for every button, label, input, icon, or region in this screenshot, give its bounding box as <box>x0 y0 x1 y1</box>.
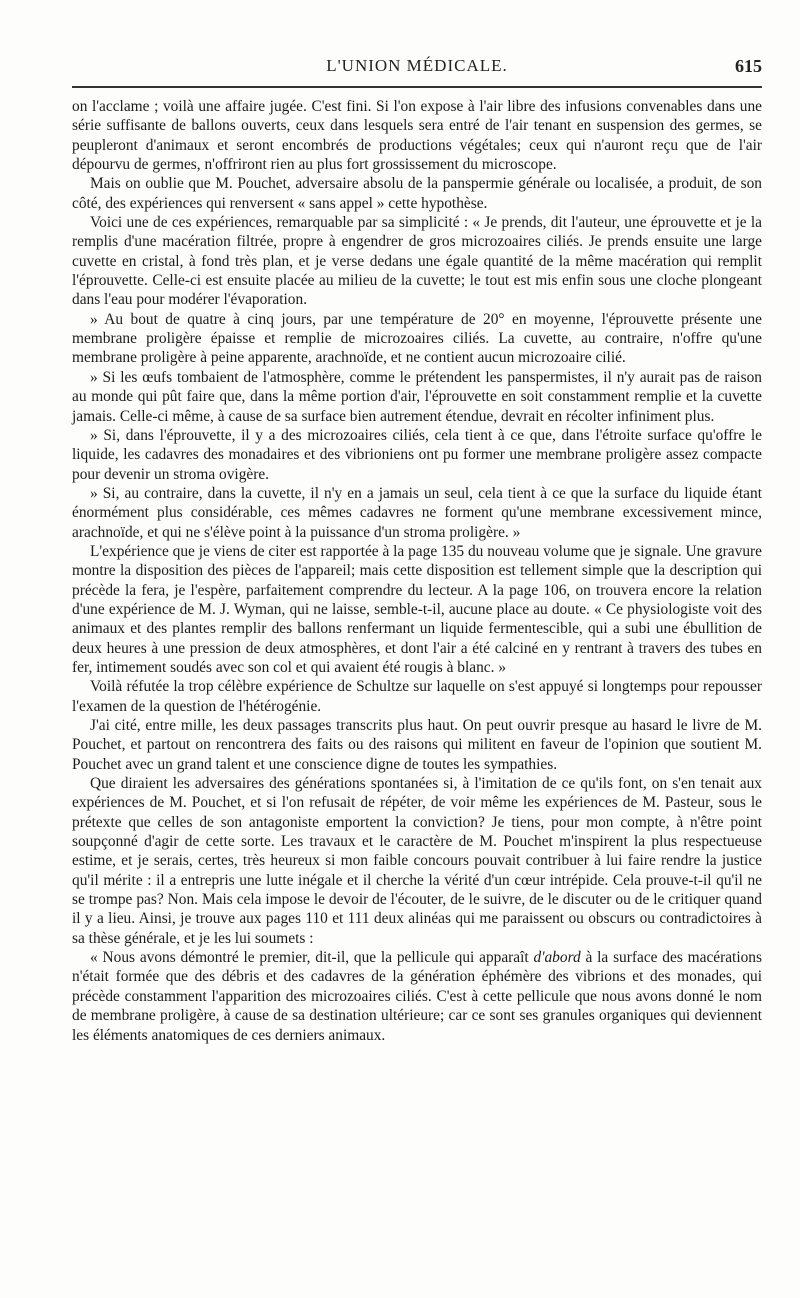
page-number: 615 <box>735 56 762 76</box>
paragraph: J'ai cité, entre mille, les deux passages transcrits plus haut. On peut ouvrir presque au hasard le livre de M. Pouchet, et partout on rencontrera des faits ou des raisons qui militent en faveur de l'opinion que soutient M. Pouchet avec un grand talent et une conscience digne de toutes les sympathies. <box>72 717 762 773</box>
page-header <box>72 52 762 82</box>
header-rule <box>72 86 762 88</box>
paragraph: Voici une de ces expériences, remarquable par sa simplicité : « Je prends, dit l'auteur, une éprouvette et je la remplis d'une macération filtrée, propre à engendrer de gros microzoaires ciliés. Je prends ensuite une large cuvette en cristal, à fond très plan, et je verse dedans une égale quantité de la même macération qui remplit l'éprouvette. Celle-ci est ensuite placée au milieu de la cuvette; le tout est mis enfin sous une cloche plongeant dans l'eau pour modérer l'évaporation. <box>72 214 762 309</box>
paragraph: » Au bout de quatre à cinq jours, par une température de 20° en moyenne, l'éprouvette présente une membrane proligère épaisse et remplie de microzoaires ciliés. La cuvette, au contraire, n'offre qu'une membrane proligère à peine apparente, arachnoïde, et ne contient aucun microzoaire cilié. <box>72 310 762 367</box>
paragraph: » Si les œufs tombaient de l'atmosphère, comme le prétendent les panspermistes, il n'y aurait pas de raison au monde qui pût faire que, dans la même portion d'air, l'éprouvette en soit constamment remplie et la cuvette jamais. Celle-ci même, à cause de sa surface bien autrement étendue, devrait en récolter infiniment plus. <box>72 368 762 425</box>
quoted-paragraph <box>72 948 762 1045</box>
paragraph: L'expérience que je viens de citer est rapportée à la page 135 du nouveau volume que je signale. Une gravure montre la disposition des pièces de l'appareil; mais cette disposition est tellement simple que la description qui précède la fera, je l'espère, parfaitement comprendre du lecteur. A la page 106, on trouvera encore la relation d'une expérience de M. J. Wyman, qui ne laisse, semble-t-il, aucune place au doute. « Ce physiologiste voit des animaux et des plantes remplir des ballons renfermant un liquide fermentescible, qui a subi une ébullition de deux heures à une pression de deux atmosphères, et dont l'air a été calciné en y rentrant à travers des tubes en fer, intimement soudés avec son col et qui avaient été rougis à blanc. » <box>72 542 762 676</box>
paragraph: on l'acclame ; voilà une affaire jugée. C'est fini. Si l'on expose à l'air libre des infusions convenables dans une série suffisante de ballons ouverts, ceux dans lesquels sera entré de l'air tenant en suspension des germes, se peupleront d'animaux et seront encombrés de productions végétales; ceux qui n'auront reçu que de l'air dépourvu de germes, n'offriront rien au plus fort grossissement du microscope. <box>72 98 762 174</box>
paragraph: » Si, au contraire, dans la cuvette, il n'y en a jamais un seul, cela tient à ce que la surface du liquide étant énormément plus considérable, ces mêmes cadavres ne forment qu'une membrane excessivement mince, arachnoïde, et qui ne s'élève point à la puissance d'un stroma proligère. » <box>72 484 762 541</box>
quote-text: à la surface des macérations n'était formée que des débris et des cadavres de la génération éphémère des vibrions et des monades, qui précède constamment l'apparition des microzoaires ciliés. C'est à cette pellicule que nous avons donné le nom de membrane proligère, à cause de sa destination ultérieure; car ce sont ses granules organiques qui deviennent les éléments anatomiques de ces derniers animaux. <box>72 949 762 1044</box>
running-title: L'UNION MÉDICALE. <box>326 56 508 75</box>
paragraph: Voilà réfutée la trop célèbre expérience de Schultze sur laquelle on s'est appuyé si longtemps pour repousser l'examen de la question de l'hétérogénie. <box>72 678 762 715</box>
paragraph: Que diraient les adversaires des générations spontanées si, à l'imitation de ce qu'ils font, on s'en tenait aux expériences de M. Pouchet, et si l'on refusait de répéter, de voir même les expériences de M. Pasteur, sous le prétexte que celles de son antagoniste emportent la conviction? Je tiens, pour mon compte, à n'être point soupçonné d'agir de cette sorte. Les travaux et le caractère de M. Pouchet m'inspirent la plus respectueuse estime, et je serais, certes, très heureux si mon faible concours pouvait contribuer à lui faire rendre la justice qu'il mérite : il a entrepris une lutte inégale et il cherche la vérité d'un cœur intrépide. Cela prouve-t-il qu'il ne se trompe pas? Non. Mais cela impose le devoir de l'écouter, de le suivre, de le discuter ou de le critiquer quand il y a lieu. Ainsi, je trouve aux pages 110 et 111 deux alinéas qui me paraissent ou obscurs ou contradictoires à sa thèse générale, et je les lui soumets : <box>72 775 762 947</box>
emphasis-text: d'abord <box>533 949 581 967</box>
quote-text: « Nous avons démontré le premier, dit-il, que la pellicule qui apparaît <box>90 949 534 967</box>
paragraph: » Si, dans l'éprouvette, il y a des microzoaires ciliés, cela tient à ce que, dans l'étroite surface qu'offre le liquide, les cadavres des monadaires et des vibrioniens ont pu former une membrane proligère assez compacte pour devenir un stroma ovigère. <box>72 426 762 483</box>
article-body <box>72 97 762 1045</box>
paragraph: Mais on oublie que M. Pouchet, adversaire absolu de la panspermie générale ou localisée, a produit, de son côté, des expériences qui renversent « sans appel » cette hypothèse. <box>72 175 762 212</box>
